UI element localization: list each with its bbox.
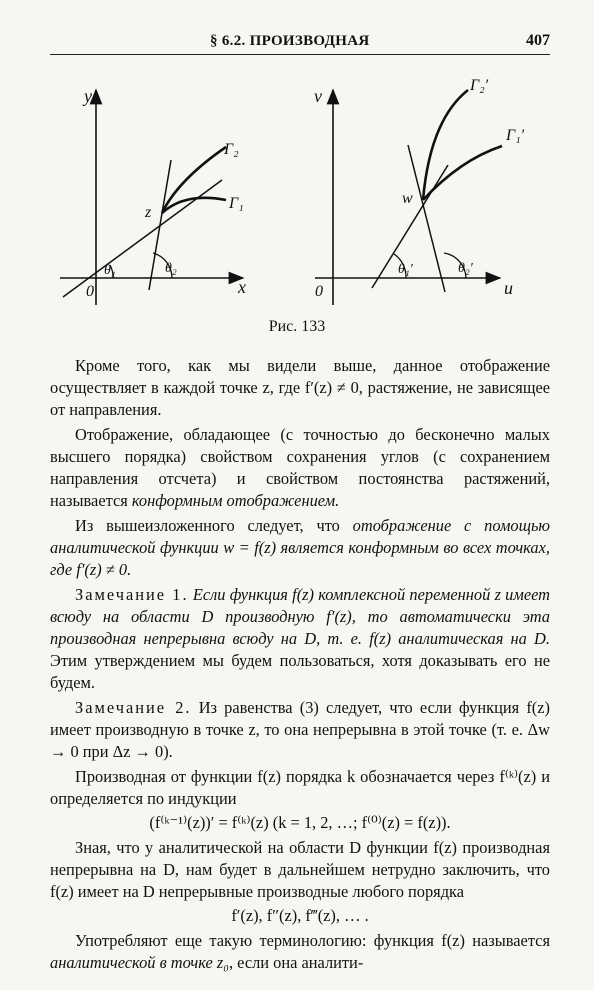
paragraph-2-text: Отображение, обладающее (с точностью до бесконечно малых высшего порядка) свойством сохранения углов (с сохранением направления отсчета) и свойством постоянства растяжений, называется [50, 425, 550, 510]
paragraph-8-tail: , если она аналити- [228, 953, 364, 972]
right-curve-gamma2 [423, 90, 468, 200]
left-theta1-label: θ₁ [104, 263, 116, 278]
paragraph-7: Зная, что у аналитической на области D функции f(z) производная непрерывна на D, нам будет в дальнейшем нетрудно заключить, что f(z) имеет на D непрерывные производные любого порядка [50, 838, 550, 901]
left-panel [60, 86, 246, 305]
left-y-label: y [84, 86, 92, 106]
paragraph-1: Кроме того, как мы видели выше, данное отображение осуществляет в каждой точке z, где f′(z) ≠ 0, растяжение, не зависящее от направления. [50, 356, 550, 419]
paragraph-6: Производная от функции f(z) порядка k обозначается через f⁽ᵏ⁾(z) и определяется по индукции [50, 767, 550, 808]
remark-2-label: Замечание 2. [75, 698, 192, 717]
figure-caption: Рис. 133 [268, 318, 326, 335]
left-point-label: z [145, 204, 152, 221]
section-title: § 6.2. ПРОИЗВОДНАЯ [210, 33, 370, 49]
paragraph-3 [50, 515, 550, 581]
left-curve-gamma2 [162, 147, 226, 213]
paragraph-3-text: Из вышеизложенного следует, что [75, 516, 353, 535]
right-point-label: w [402, 190, 413, 207]
body-text [50, 355, 550, 974]
right-y-label: v [314, 86, 322, 106]
left-origin-label: 0 [86, 283, 94, 300]
formula-derivatives: f′(z), f″(z), f‴(z), … . [231, 906, 369, 925]
remark-1 [50, 584, 550, 694]
term-analytic-at-point: аналитической в точке z₀ [50, 953, 229, 972]
right-gamma1-label: Γ₁′ [506, 127, 525, 144]
paragraph-8 [50, 930, 550, 974]
left-gamma1-label: Γ₁ [229, 195, 244, 212]
left-gamma2-label: Γ₂ [224, 141, 239, 158]
running-header [50, 30, 550, 55]
right-curve-gamma1 [423, 146, 502, 200]
remark-1-statement: Если функция f(z) комплексной переменной z имеет всюду на области D производную f′(z), то автоматически эта производная непрерывна всюду на D, т. е. f(z) аналитическая на D. [50, 585, 551, 648]
right-x-label: u [504, 278, 513, 298]
right-theta2-label: θ₂′ [458, 261, 473, 276]
page-number: 407 [526, 32, 550, 49]
paragraph-2 [50, 424, 550, 512]
left-theta2-label: θ₂ [165, 261, 177, 276]
figure-133 [0, 60, 594, 315]
right-theta1-label: θ₁′ [398, 262, 413, 277]
remark-1-text: Этим утверждением мы будем пользоваться, хотя доказывать его не будем. [50, 651, 550, 692]
remark-1-label: Замечание 1. [75, 585, 189, 604]
right-gamma2-label: Γ₂′ [470, 77, 489, 94]
left-x-label: x [238, 277, 246, 297]
term-conformal-mapping: конформным отображением. [131, 491, 340, 510]
formula-induction: (f⁽ᵏ⁻¹⁾(z))′ = f⁽ᵏ⁾(z) (k = 1, 2, …; f⁽⁰⁾(z) = f(z)). [149, 813, 451, 832]
paragraph-3-statement: отображение с помощью аналитической функции w = f(z) является конформным во всех точках, где f′(z) ≠ 0. [50, 516, 550, 579]
right-origin-label: 0 [315, 283, 323, 300]
remark-2 [50, 697, 550, 763]
right-panel [314, 77, 525, 305]
remark-2-text: Из равенства (3) следует, что если функция f(z) имеет производную в точке z, то она непрерывна в этой точке (т. е. Δw → 0 при Δz → 0). [50, 698, 551, 761]
paragraph-8-text: Употребляют еще такую терминологию: функция f(z) называется [75, 931, 550, 950]
